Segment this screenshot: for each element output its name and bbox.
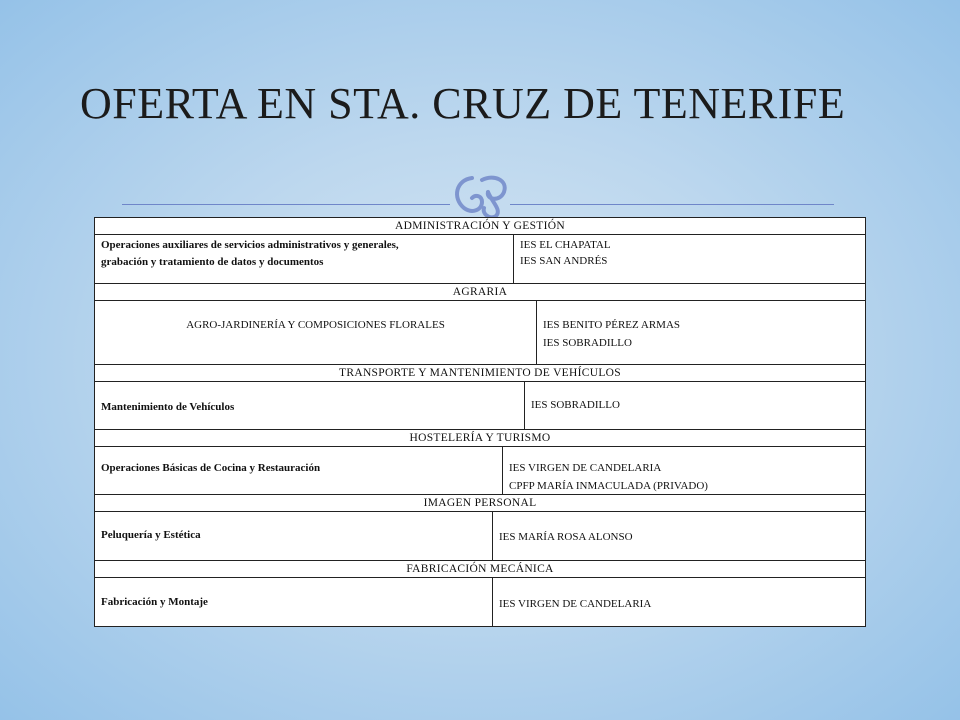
centers-cell xyxy=(493,512,865,560)
table-row xyxy=(95,447,865,495)
centers-cell xyxy=(503,447,865,494)
course-line: Fabricación y Montaje xyxy=(101,596,208,608)
center-name: IES SOBRADILLO xyxy=(543,337,632,349)
table-row xyxy=(95,301,865,365)
table-row xyxy=(95,578,865,626)
course-cell xyxy=(95,382,525,429)
centers-cell xyxy=(514,235,865,283)
course-cell xyxy=(95,235,514,283)
centers-cell xyxy=(537,301,865,364)
center-name: IES BENITO PÉREZ ARMAS xyxy=(543,319,681,331)
center-name: CPFP MARÍA INMACULADA (PRIVADO) xyxy=(509,480,708,492)
centers-cell xyxy=(493,578,865,626)
course-line: Operaciones auxiliares de servicios administrativos y generales, xyxy=(101,239,399,251)
course-line: grabación y tratamiento de datos y documentos xyxy=(101,256,324,268)
center-name: IES SAN ANDRÉS xyxy=(520,255,608,267)
table-row xyxy=(95,512,865,561)
slide-title: OFERTA EN STA. CRUZ DE TENERIFE xyxy=(80,79,846,128)
center-name: IES VIRGEN DE CANDELARIA xyxy=(509,462,662,474)
center-name: IES VIRGEN DE CANDELARIA xyxy=(499,598,652,610)
course-cell xyxy=(95,578,493,626)
course-cell xyxy=(95,447,503,494)
section-header-hosteleria: HOSTELERÍA Y TURISMO xyxy=(95,430,865,447)
training-offer-table xyxy=(94,217,866,627)
course-line: AGRO-JARDINERÍA Y COMPOSICIONES FLORALES xyxy=(186,319,445,331)
course-cell xyxy=(95,512,493,560)
table-row xyxy=(95,235,865,284)
ornament-flourish-icon xyxy=(442,170,518,220)
centers-cell xyxy=(525,382,865,429)
section-header-administracion: ADMINISTRACIÓN Y GESTIÓN xyxy=(95,218,865,235)
course-line: Peluquería y Estética xyxy=(101,529,201,541)
center-name: IES MARÍA ROSA ALONSO xyxy=(499,531,633,543)
course-line: Mantenimiento de Vehículos xyxy=(101,401,235,413)
course-cell xyxy=(95,301,537,364)
course-line: Operaciones Básicas de Cocina y Restauración xyxy=(101,462,321,474)
table-row xyxy=(95,382,865,430)
section-header-fabricacion: FABRICACIÓN MECÁNICA xyxy=(95,561,865,578)
center-name: IES EL CHAPATAL xyxy=(520,239,611,251)
section-header-agraria: AGRARIA xyxy=(95,284,865,301)
center-name: IES SOBRADILLO xyxy=(531,399,620,411)
section-header-transporte: TRANSPORTE Y MANTENIMIENTO DE VEHÍCULOS xyxy=(95,365,865,382)
section-header-imagen-personal: IMAGEN PERSONAL xyxy=(95,495,865,512)
